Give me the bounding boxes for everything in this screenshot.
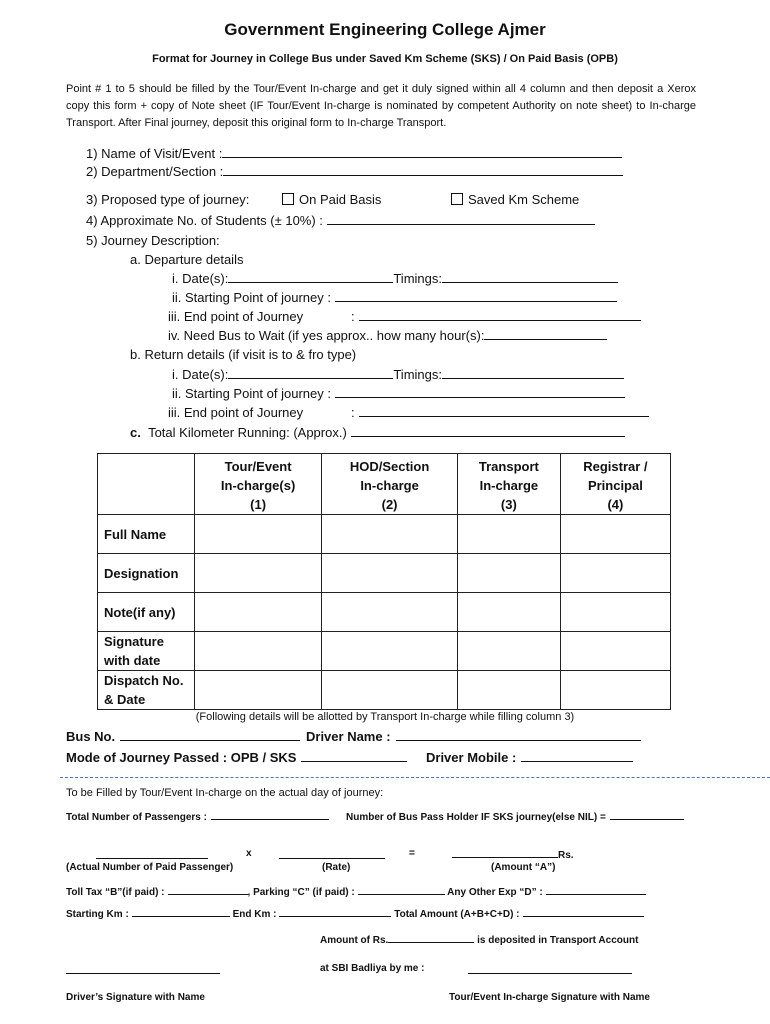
starting-km-input-line[interactable]: [132, 907, 230, 917]
equals-sign: =: [409, 848, 415, 859]
incharge-signature-caption: Tour/Event In-charge Signature with Name: [449, 992, 650, 1003]
multiply-sign: x: [246, 848, 252, 859]
departure-wait: [168, 328, 607, 343]
amount-a-caption: (Amount “A”): [491, 862, 556, 873]
bus-no-input-line[interactable]: [120, 729, 300, 741]
departure-end-field: [351, 309, 641, 324]
header-line: In-charge(s): [220, 478, 296, 493]
header-line: (1): [250, 497, 267, 512]
header-line: (4): [607, 497, 624, 512]
starting-km-label: Starting Km :: [66, 909, 129, 920]
journey-description-label: 5) Journey Description:: [86, 233, 220, 248]
actual-day-heading: To be Filled by Tour/Event In-charge on the actual day of journey:: [66, 787, 384, 799]
row-label-line: Dispatch No.: [104, 673, 184, 688]
total-passengers-input-line[interactable]: [211, 810, 329, 820]
approval-table-corner-cell: [98, 454, 195, 515]
table-cell[interactable]: [560, 593, 670, 632]
option-paid-basis[interactable]: [282, 192, 381, 207]
other-exp-input-line[interactable]: [546, 885, 646, 895]
header-line: In-charge: [479, 478, 539, 493]
field-visit-name: [86, 146, 622, 161]
departure-wait-input-line[interactable]: [484, 328, 607, 340]
table-row: [98, 593, 671, 632]
return-dates: [172, 367, 624, 382]
table-row: [98, 671, 671, 710]
table-cell[interactable]: [322, 515, 458, 554]
driver-name-input-line[interactable]: [396, 729, 641, 741]
saved-km-checkbox[interactable]: [451, 193, 463, 205]
journey-mode-label: Mode of Journey Passed : OPB / SKS: [66, 750, 297, 765]
parking-input-line[interactable]: [358, 885, 445, 895]
form-subtitle: Format for Journey in College Bus under Saved Km Scheme (SKS) / On Paid Basis (OPB): [152, 53, 618, 65]
departure-details-label: a. Departure details: [130, 252, 244, 267]
bus-no-label: Bus No.: [66, 729, 116, 744]
table-cell[interactable]: [560, 632, 670, 671]
km-row: [66, 907, 644, 920]
header-hod-incharge: [322, 454, 458, 515]
total-passengers-label: Total Number of Passengers :: [66, 812, 207, 823]
departure-dates: [172, 271, 618, 286]
header-registrar-principal: [560, 454, 670, 515]
departure-end-colon: :: [351, 309, 355, 324]
amount-a-input-line[interactable]: [452, 848, 558, 858]
departure-timings-label: Timings:: [393, 271, 442, 286]
header-line: In-charge: [360, 478, 419, 493]
amount-a-field: [452, 848, 574, 861]
table-row: [98, 515, 671, 554]
table-cell[interactable]: [560, 515, 670, 554]
paid-passenger-caption: (Actual Number of Paid Passenger): [66, 862, 234, 873]
expenses-row: [66, 885, 646, 898]
visit-name-input-line[interactable]: [222, 146, 622, 158]
departure-date-label: i. Date(s):: [172, 271, 229, 286]
end-km-input-line[interactable]: [279, 907, 391, 917]
driver-name-field: [306, 729, 641, 744]
field-students-label: 4) Approximate No. of Students (± 10%) :: [86, 213, 323, 228]
return-end-label: iii. End point of Journey: [168, 405, 304, 420]
header-line: Transport: [478, 459, 539, 474]
driver-signature-line[interactable]: [66, 964, 220, 974]
table-cell[interactable]: [560, 671, 670, 710]
other-exp-label: Any Other Exp “D” :: [447, 887, 543, 898]
parking-label: , Parking “C” (if paid) :: [247, 887, 355, 898]
sbi-badliya-label: at SBI Badliya by me :: [320, 963, 425, 974]
row-label-note: Note(if any): [98, 593, 195, 632]
rate-input-line[interactable]: [279, 849, 385, 859]
field-visit-name-label: 1) Name of Visit/Event :: [86, 146, 223, 161]
return-start-label: ii. Starting Point of journey :: [172, 386, 331, 401]
row-label-line: Signature: [104, 634, 164, 649]
paid-passenger-input-line[interactable]: [96, 849, 208, 859]
driver-mobile-field: [426, 750, 633, 765]
row-label-line: with date: [104, 653, 161, 668]
rate-caption: (Rate): [322, 862, 351, 873]
total-km-letter: c.: [130, 425, 141, 440]
journey-mode-input-line[interactable]: [301, 750, 407, 762]
deposited-label: is deposited in Transport Account: [477, 935, 639, 946]
page-title: Government Engineering College Ajmer: [224, 20, 546, 39]
table-cell[interactable]: [457, 515, 560, 554]
return-details-label: b. Return details (if visit is to & fro type): [130, 347, 357, 362]
return-timings-label: Timings:: [393, 367, 442, 382]
field-department: [86, 164, 623, 179]
return-end-input-line[interactable]: [359, 405, 649, 417]
instructions-paragraph: Point # 1 to 5 should be filled by the Tour/Event In-charge and get it duly signed within all 4 column and then deposit a Xerox copy this form + copy of Note sheet (IF Tour/Event In-charge is nominated by competent Authority on note sheet) to In-charge Transport. After Final journey, deposit this original form to In-charge Transport.: [66, 83, 696, 129]
departure-end-label: iii. End point of Journey: [168, 309, 304, 324]
deposit-row: [320, 933, 638, 946]
table-row: [98, 554, 671, 593]
table-cell[interactable]: [195, 554, 322, 593]
row-label-designation: Designation: [98, 554, 195, 593]
departure-timings-input-line[interactable]: [442, 271, 618, 283]
toll-tax-input-line[interactable]: [168, 885, 248, 895]
approval-table-header-row: [98, 454, 671, 515]
return-end-field: [351, 405, 649, 420]
total-km-label: Total Kilometer Running: (Approx.): [148, 425, 347, 440]
table-cell[interactable]: [560, 554, 670, 593]
department-input-line[interactable]: [223, 164, 623, 176]
table-cell[interactable]: [322, 671, 458, 710]
departure-end-input-line[interactable]: [359, 309, 641, 321]
students-input-line[interactable]: [327, 213, 595, 225]
header-transport-incharge: [457, 454, 560, 515]
table-row: [98, 632, 671, 671]
rupees-label: Rs.: [558, 850, 574, 861]
journey-mode-field: [66, 750, 407, 765]
table-cell[interactable]: [195, 515, 322, 554]
total-km-input-line[interactable]: [351, 425, 625, 437]
header-line: Registrar /: [583, 459, 648, 474]
driver-mobile-input-line[interactable]: [521, 750, 633, 762]
header-line: (3): [500, 497, 517, 512]
deposit-amount-input-line[interactable]: [388, 933, 474, 943]
return-date-input-line[interactable]: [228, 367, 393, 379]
total-passengers-field: [66, 810, 329, 823]
row-label-line: & Date: [104, 692, 146, 707]
row-label-signature: [98, 632, 195, 671]
row-label-full-name: Full Name: [98, 515, 195, 554]
total-amount-input-line[interactable]: [523, 907, 644, 917]
departure-end-point: [168, 309, 303, 324]
header-line: Tour/Event: [224, 459, 292, 474]
table-cell[interactable]: [457, 554, 560, 593]
header-line: Principal: [587, 478, 643, 493]
field-journey-type-label: 3) Proposed type of journey:: [86, 192, 250, 207]
incharge-signature-line[interactable]: [468, 964, 632, 974]
departure-date-input-line[interactable]: [228, 271, 393, 283]
end-km-label: End Km :: [232, 909, 277, 920]
return-start-input-line[interactable]: [335, 386, 625, 398]
total-amount-label: Total Amount (A+B+C+D) :: [394, 909, 520, 920]
option-saved-km[interactable]: [451, 192, 579, 207]
return-end-colon: :: [351, 405, 355, 420]
bus-pass-field: [346, 810, 684, 823]
table-cell[interactable]: [195, 671, 322, 710]
table-cell[interactable]: [457, 671, 560, 710]
table-cell[interactable]: [457, 593, 560, 632]
table-cell[interactable]: [195, 632, 322, 671]
header-line: HOD/Section: [349, 459, 430, 474]
field-department-label: 2) Department/Section :: [86, 164, 224, 179]
total-km-field: [130, 425, 625, 440]
table-cell[interactable]: [322, 554, 458, 593]
bus-pass-input-line[interactable]: [610, 810, 684, 820]
paid-basis-checkbox[interactable]: [282, 193, 294, 205]
driver-signature-caption: Driver’s Signature with Name: [66, 992, 205, 1003]
return-start-point: [172, 386, 625, 401]
departure-start-input-line[interactable]: [335, 290, 617, 302]
departure-wait-label: iv. Need Bus to Wait (if yes approx.. how many hour(s):: [168, 328, 485, 343]
row-label-dispatch: [98, 671, 195, 710]
return-date-label: i. Date(s):: [172, 367, 229, 382]
transport-note: (Following details will be allotted by Transport In-charge while filling column 3): [195, 711, 575, 723]
return-end-point: [168, 405, 303, 420]
departure-start-label: ii. Starting Point of journey :: [172, 290, 331, 305]
bus-no-field: [66, 729, 300, 744]
return-timings-input-line[interactable]: [442, 367, 624, 379]
header-line: (2): [381, 497, 398, 512]
header-tour-incharge: [195, 454, 322, 515]
field-journey-type: [86, 192, 249, 207]
field-students: [86, 213, 595, 228]
option-saved-km-label: Saved Km Scheme: [468, 192, 580, 207]
table-cell[interactable]: [322, 632, 458, 671]
option-paid-basis-label: On Paid Basis: [299, 192, 382, 207]
approval-table: [97, 453, 671, 710]
table-cell[interactable]: [322, 593, 458, 632]
driver-name-label: Driver Name :: [306, 729, 391, 744]
driver-mobile-label: Driver Mobile :: [426, 750, 517, 765]
departure-start-point: [172, 290, 617, 305]
cut-line-divider: [60, 777, 770, 778]
amount-rs-label: Amount of Rs.: [320, 935, 389, 946]
table-cell[interactable]: [195, 593, 322, 632]
bus-pass-label: Number of Bus Pass Holder IF SKS journey(else NIL) =: [346, 812, 606, 823]
toll-tax-label: Toll Tax “B”(if paid) :: [66, 887, 165, 898]
table-cell[interactable]: [457, 632, 560, 671]
